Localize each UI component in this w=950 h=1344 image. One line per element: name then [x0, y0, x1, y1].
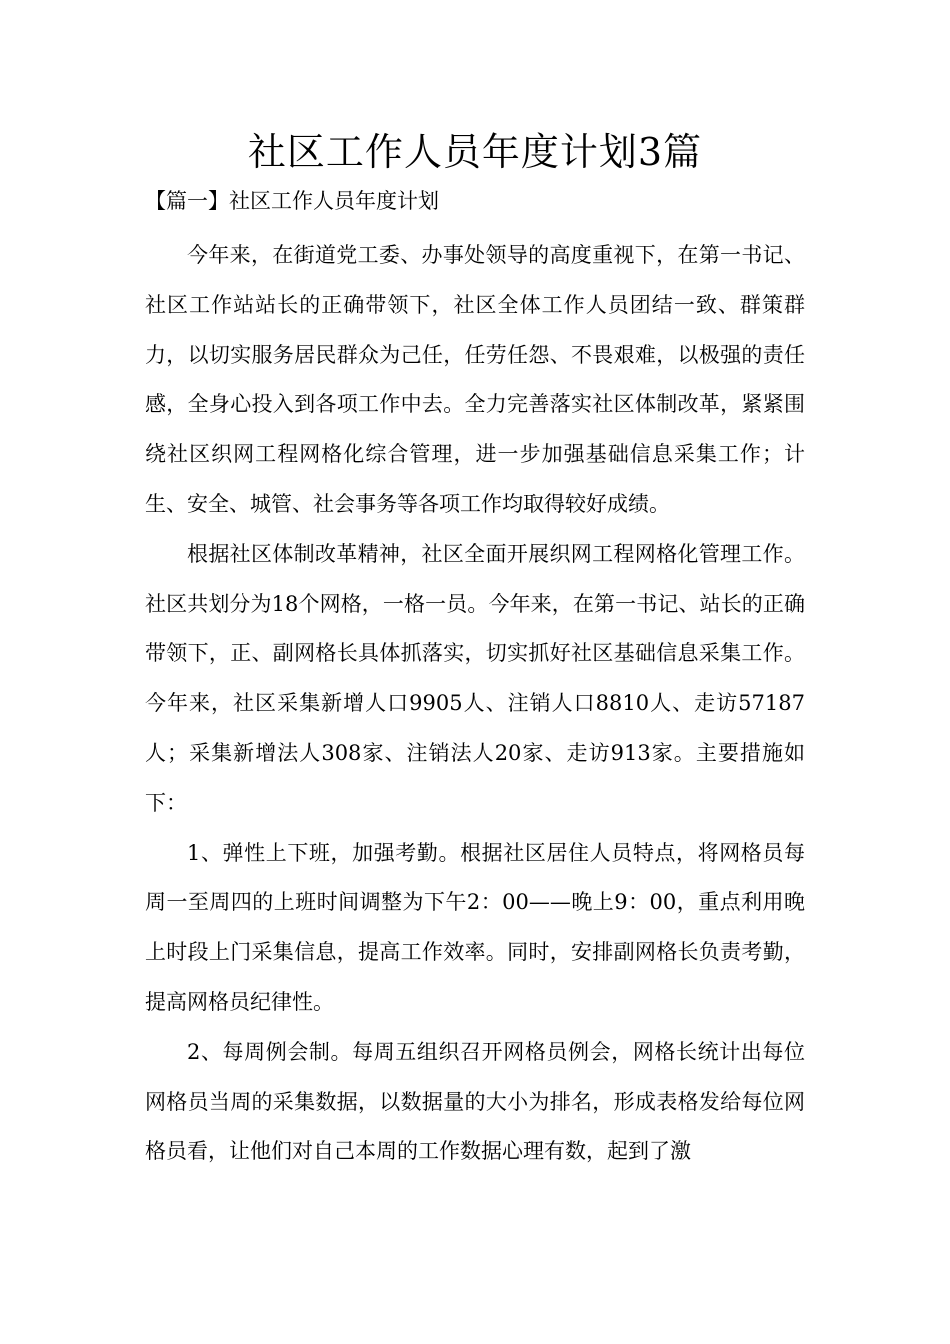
document-title: 社区工作人员年度计划3篇 — [247, 130, 703, 174]
paragraph: 根据社区体制改革精神，社区全面开展织网工程网格化管理工作。社区共划分为18个网格，一格一员。今年来，在第一书记、站长的正确带领下，正、副网格长具体抓落实，切实抓好社区基础信息采集工作。今年来，社区采集新增人口9905人、注销人口8810人、走访57187人；采集新增法人308家、注销法人20家、走访913家。主要措施如下： — [145, 541, 805, 815]
document-body — [145, 231, 805, 1177]
paragraph: 2、每周例会制。每周五组织召开网格员例会，网格长统计出每位网格员当周的采集数据，以数据量的大小为排名，形成表格发给每位网格员看，让他们对自己本周的工作数据心理有数，起到了激 — [145, 1039, 805, 1164]
paragraph: 今年来，在街道党工委、办事处领导的高度重视下，在第一书记、社区工作站站长的正确带领下，社区全体工作人员团结一致、群策群力，以切实服务居民群众为己任，任劳任怨、不畏艰难，以极强的责任感，全身心投入到各项工作中去。全力完善落实社区体制改革，紧紧围绕社区织网工程网格化综合管理，进一步加强基础信息采集工作；计生、安全、城管、社会事务等各项工作均取得较好成绩。 — [145, 243, 805, 516]
paragraph: 1、弹性上下班，加强考勤。根据社区居住人员特点，将网格员每周一至周四的上班时间调整为下午2：00——晚上9：00，重点利用晚上时段上门采集信息，提高工作效率。同时，安排副网格长负责考勤，提高网格员纪律性。 — [145, 840, 805, 1014]
section-heading: 【篇一】社区工作人员年度计划 — [145, 189, 439, 213]
